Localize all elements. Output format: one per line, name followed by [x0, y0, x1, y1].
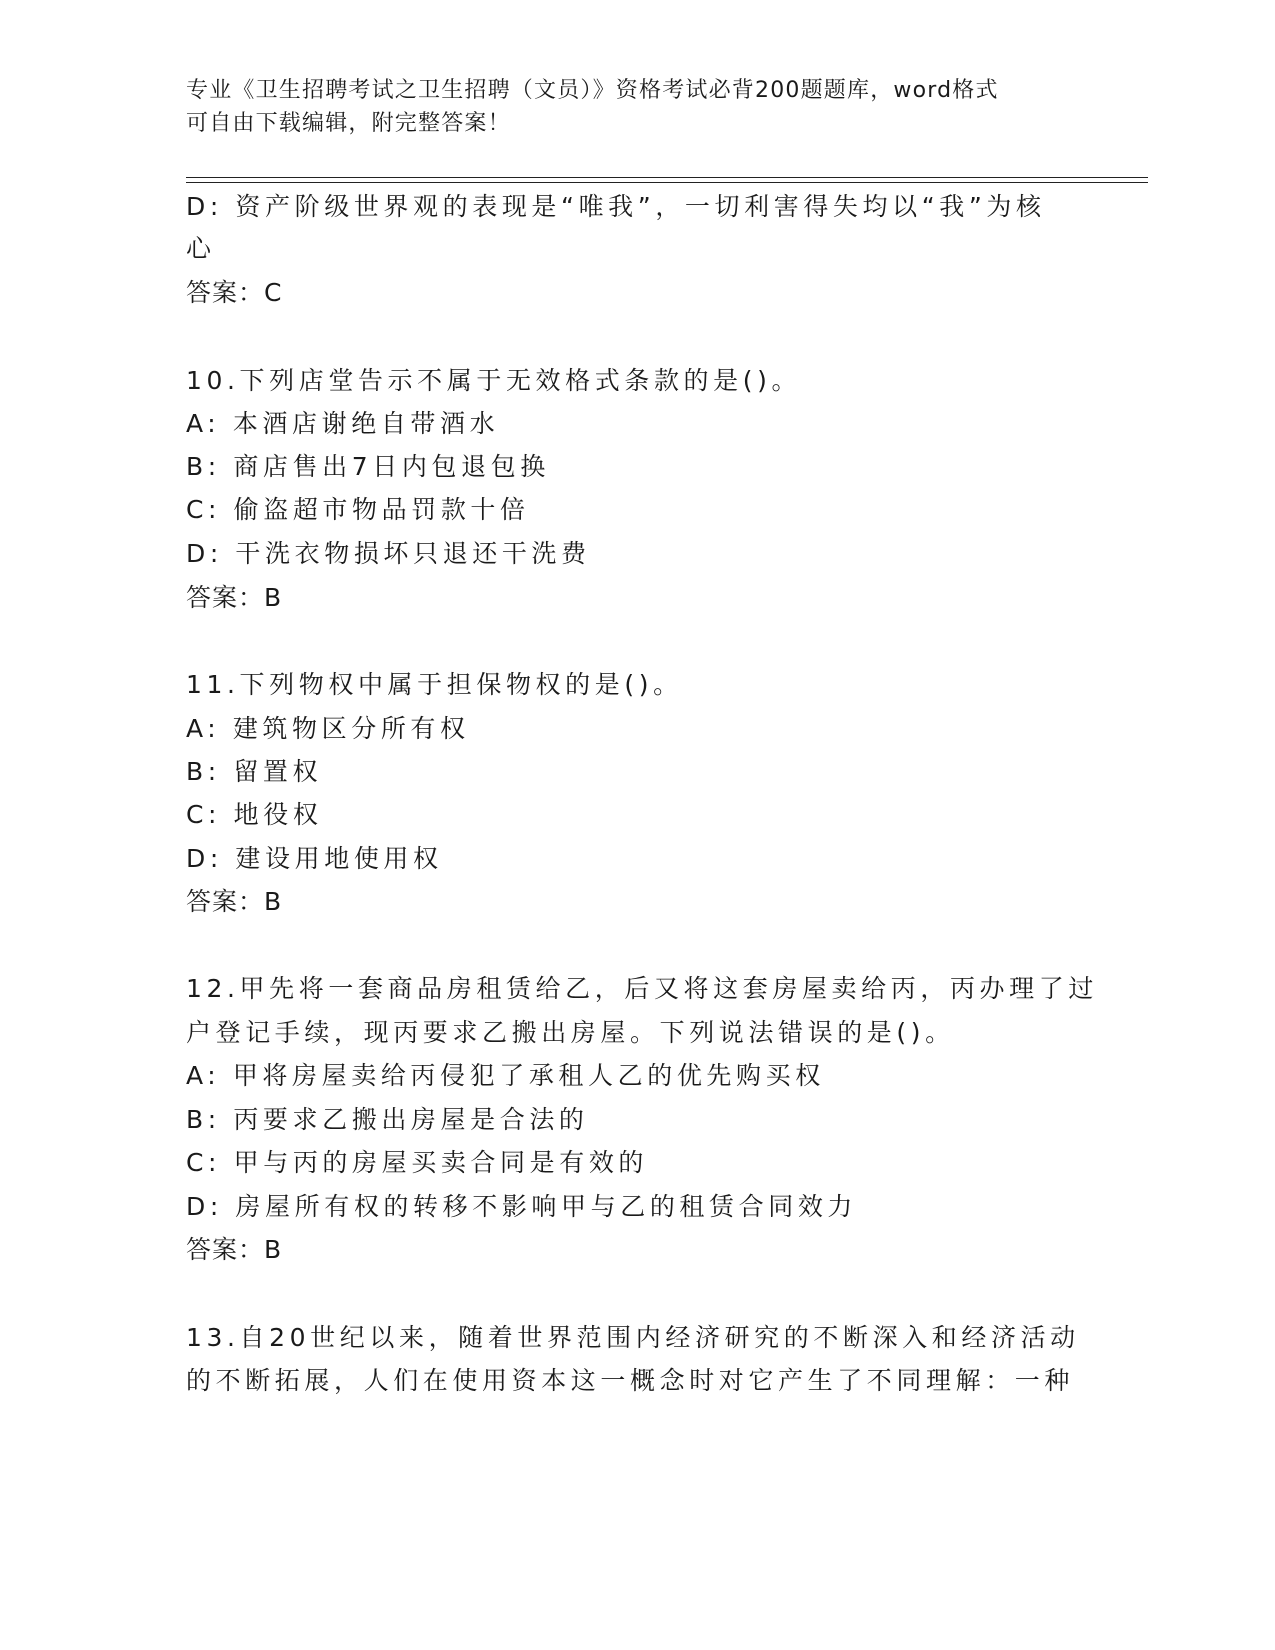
- question-10: 10.下列店堂告示不属于无效格式条款的是()。: [186, 366, 802, 395]
- question-10-answer: 答案：B: [186, 583, 283, 612]
- question-12-answer: 答案：B: [186, 1235, 283, 1264]
- question-13-line-1: 13.自20世纪以来，随着世界范围内经济研究的不断深入和经济活动: [186, 1323, 1080, 1352]
- question-10-option-a: A: 本酒店谢绝自带酒水: [186, 409, 500, 438]
- question-11-answer: 答案：B: [186, 887, 283, 916]
- question-13-line-2: 的不断拓展，人们在使用资本这一概念时对它产生了不同理解：一种: [186, 1366, 1075, 1395]
- question-11-option-a: A: 建筑物区分所有权: [186, 714, 470, 743]
- option-d-line-2: 心: [186, 234, 216, 263]
- question-12-line-1: 12.甲先将一套商品房租赁给乙，后又将这套房屋卖给丙，丙办理了过: [186, 974, 1098, 1003]
- question-12-option-a: A: 甲将房屋卖给丙侵犯了承租人乙的优先购买权: [186, 1061, 825, 1090]
- question-12-line-2: 户登记手续，现丙要求乙搬出房屋。下列说法错误的是()。: [186, 1018, 955, 1047]
- question-10-option-d: D: 干洗衣物损坏只退还干洗费: [186, 539, 591, 568]
- document-header: [186, 74, 1066, 140]
- question-11-option-d: D: 建设用地使用权: [186, 844, 443, 873]
- answer-line: 答案：C: [186, 278, 283, 307]
- question-12-option-d: D: 房屋所有权的转移不影响甲与乙的租赁合同效力: [186, 1192, 858, 1221]
- question-10-option-b: B: 商店售出7日内包退包换: [186, 452, 550, 481]
- header-line-1: 专业《卫生招聘考试之卫生招聘（文员）》资格考试必背200题题库，word格式: [186, 78, 999, 103]
- question-12-option-c: C: 甲与丙的房屋买卖合同是有效的: [186, 1148, 649, 1177]
- question-12-option-b: B: 丙要求乙搬出房屋是合法的: [186, 1105, 589, 1134]
- question-11: 11.下列物权中属于担保物权的是()。: [186, 670, 683, 699]
- option-d-line-1: D: 资产阶级世界观的表现是“唯我”，一切利害得失均以“我”为核: [186, 192, 1046, 221]
- header-line-2: 可自由下载编辑，附完整答案！: [186, 111, 511, 136]
- question-11-option-c: C: 地役权: [186, 800, 323, 829]
- question-10-option-c: C: 偷盗超市物品罚款十倍: [186, 495, 530, 524]
- header-divider-top: [186, 177, 1148, 178]
- header-divider-bottom: [186, 182, 1148, 183]
- question-11-option-b: B: 留置权: [186, 757, 323, 786]
